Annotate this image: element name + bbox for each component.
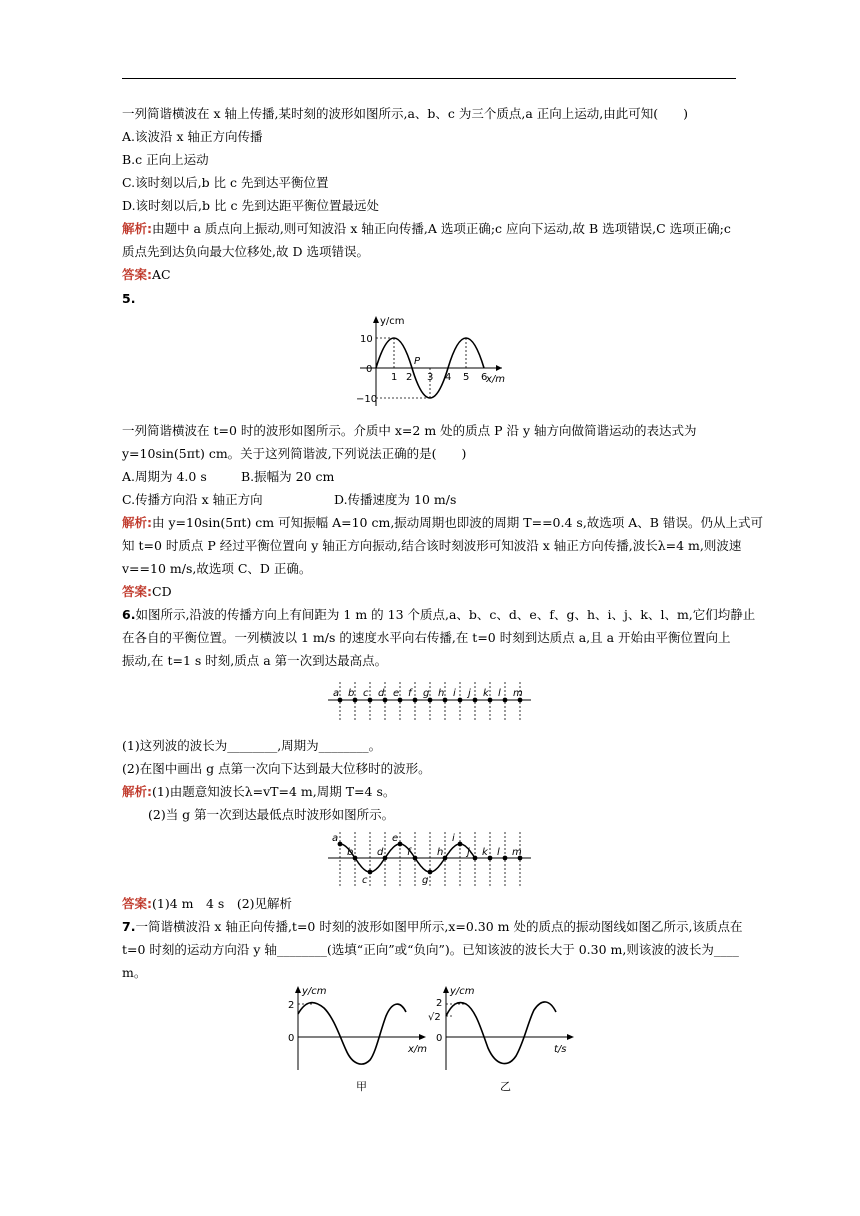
q5-xtick-3: 3 xyxy=(427,372,434,383)
q7-jia-y2: 2 xyxy=(288,1000,295,1011)
q6-answer-value: (1)4 m 4 s (2)见解析 xyxy=(152,896,293,911)
q7-yi-caption: 乙 xyxy=(500,1080,511,1092)
q4-option-a: A.该波沿 x 轴正方向传播 xyxy=(122,129,263,144)
q5-analysis-line-3: v==10 m/s,故选项 C、D 正确。 xyxy=(122,561,312,576)
q6-wave-label: b xyxy=(347,847,354,858)
answer-label: 答案: xyxy=(122,267,152,282)
q6-wave-label: k xyxy=(482,847,488,858)
q7-yi-y2: 2 xyxy=(436,998,443,1009)
q7-jia-xlabel: x/m xyxy=(408,1044,428,1055)
q6-wave-dot xyxy=(398,842,403,847)
q6-wave-label: c xyxy=(362,875,368,886)
q6-point-label: h xyxy=(438,688,445,699)
q6-wave-label: a xyxy=(332,833,339,844)
q5-wave-figure xyxy=(352,310,512,410)
q6-wave-group xyxy=(328,832,531,886)
q4-option-b: B.c 正向上运动 xyxy=(122,152,209,167)
q6-wave-label: m xyxy=(512,847,522,858)
q5-analysis-line-1 xyxy=(122,515,763,531)
q6-wave-dot xyxy=(428,870,433,875)
q7-fig-jia xyxy=(276,982,436,1092)
q5-analysis-line-2: 知 t=0 时质点 P 经过平衡位置向 y 轴正方向振动,结合该时刻波形可知波沿 x 轴正方向传播,波长λ=4 m,则波速 xyxy=(122,538,742,553)
q6-wave-label: i xyxy=(452,833,455,844)
q6-analysis-line-2: (2)当 g 第一次到达最低点时波形如图所示。 xyxy=(148,807,395,822)
q6-stem-text: 如图所示,沿波的传播方向上有间距为 1 m 的 13 个质点,a、b、c、d、e、f、g、h、i、j、k、l、m,它们均静止 xyxy=(135,607,756,622)
q6-point-label: e xyxy=(393,688,400,699)
q7-jia-caption: 甲 xyxy=(356,1080,367,1092)
q7-yi-y0: 0 xyxy=(436,1033,443,1044)
q6-point-dot xyxy=(458,698,463,703)
q6-wave-label: g xyxy=(422,875,429,886)
q6-sub2: (2)在图中画出 g 点第一次向下达到最大位移时的波形。 xyxy=(122,761,431,776)
q6-point-label: f xyxy=(408,688,412,699)
q7-yi-ylabel: y/cm xyxy=(450,986,475,997)
q5-ytick-0: 0 xyxy=(366,364,373,375)
analysis-label: 解析: xyxy=(122,515,152,530)
q6-wave-label: e xyxy=(392,833,399,844)
q4-answer-value: AC xyxy=(152,267,171,282)
q6-stem-line-1 xyxy=(122,607,755,623)
q6-point-label: k xyxy=(483,688,489,699)
q6-points-group xyxy=(328,682,531,720)
q5-option-a: A.周期为 4.0 s xyxy=(122,469,207,484)
q7-number: 7. xyxy=(122,919,136,934)
q4-answer xyxy=(122,267,171,283)
q6-points-figure xyxy=(326,680,536,730)
q6-answer xyxy=(122,896,292,912)
q4-analysis-line-2: 质点先到达负向最大位移处,故 D 选项错误。 xyxy=(122,244,369,259)
q5-ytick-10: 10 xyxy=(360,334,373,345)
q6-point-label: i xyxy=(453,688,456,699)
q6-wave-label: h xyxy=(437,847,444,858)
q7-stem-line-1 xyxy=(122,919,742,935)
analysis-label: 解析: xyxy=(122,221,152,236)
q5-xlabel: x/m xyxy=(486,374,506,385)
q6-wave-dot xyxy=(368,870,373,875)
q7-yi-ysq: √2 xyxy=(428,1012,441,1023)
q5-xtick-4: 4 xyxy=(445,372,452,383)
q5-stem-line-1: 一列简谐横波在 t=0 时的波形如图所示。介质中 x=2 m 处的质点 P 沿 y 轴方向做简谐运动的表达式为 xyxy=(122,423,697,438)
q5-answer xyxy=(122,584,172,600)
q5-number: 5. xyxy=(122,291,136,306)
q6-point-dot xyxy=(503,698,508,703)
q5-answer-value: CD xyxy=(152,584,172,599)
q5-xtick-2: 2 xyxy=(406,372,413,383)
q6-wave-dot xyxy=(503,856,508,861)
q6-wave-dot xyxy=(338,842,343,847)
q4-analysis-line-1 xyxy=(122,221,731,237)
q6-point-label: d xyxy=(378,688,385,699)
q6-point-label: b xyxy=(348,688,355,699)
q6-point-label: a xyxy=(333,688,340,699)
q5-ytick-minus10: −10 xyxy=(356,394,378,405)
q6-wave-label: d xyxy=(377,847,384,858)
q6-point-label: l xyxy=(498,688,501,699)
q7-yi-xlabel: t/s xyxy=(554,1044,567,1055)
q6-point-label: g xyxy=(423,688,430,699)
q6-analysis-line-1 xyxy=(122,784,395,800)
q6-wave-label: j xyxy=(467,847,470,858)
q5-option-d: D.传播速度为 10 m/s xyxy=(334,492,457,507)
q5-option-c: C.传播方向沿 x 轴正方向 xyxy=(122,492,263,507)
q7-fig-yi xyxy=(424,982,584,1092)
q5-ylabel: y/cm xyxy=(380,316,405,327)
answer-label: 答案: xyxy=(122,896,152,911)
q6-wave-dot xyxy=(473,856,478,861)
q7-jia-y0: 0 xyxy=(288,1033,295,1044)
q7-stem-line-2: t=0 时刻的运动方向沿 y 轴________(选填“正向”或“负向”)。已知该波的波长大于 0.30 m,则该波的波长为____ xyxy=(122,942,739,957)
q6-point-label: j xyxy=(468,688,471,699)
q6-wave-label: l xyxy=(497,847,500,858)
answer-label: 答案: xyxy=(122,584,152,599)
q4-option-d: D.该时刻以后,b 比 c 先到达距平衡位置最远处 xyxy=(122,198,379,213)
q5-point-p: P xyxy=(414,356,421,367)
q5-xtick-1: 1 xyxy=(391,372,398,383)
q5-xtick-5: 5 xyxy=(463,372,470,383)
q6-wave-dot xyxy=(413,856,418,861)
q7-stem-text: 一简谐横波沿 x 轴正向传播,t=0 时刻的波形如图甲所示,x=0.30 m 处的质点的振动图线如图乙所示,该质点在 xyxy=(135,919,743,934)
q4-option-c: C.该时刻以后,b 比 c 先到达平衡位置 xyxy=(122,175,329,190)
q4-stem: 一列简谐横波在 x 轴上传播,某时刻的波形如图所示,a、b、c 为三个质点,a 正向上运动,由此可知( ) xyxy=(122,106,688,121)
q6-point-dot xyxy=(473,698,478,703)
q6-point-label: m xyxy=(513,688,523,699)
q5-analysis-text: 由 y=10sin(5πt) cm 可知振幅 A=10 cm,振动周期也即波的周期 T==0.4 s,故选项 A、B 错误。仍从上式可 xyxy=(152,515,763,530)
q5-option-b: B.振幅为 20 cm xyxy=(241,469,335,484)
q5-stem-line-2: y=10sin(5πt) cm。关于这列简谐波,下列说法正确的是( ) xyxy=(122,446,467,461)
q6-wave-figure xyxy=(326,826,536,890)
q4-analysis-text: 由题中 a 质点向上振动,则可知波沿 x 轴正向传播,A 选项正确;c 应向下运动,故 B 选项错误,C 选项正确;c xyxy=(152,221,731,236)
q6-wave-label: f xyxy=(407,847,411,858)
q6-number: 6. xyxy=(122,607,136,622)
header-rule xyxy=(122,78,736,79)
q6-analysis-text: (1)由题意知波长λ=vT=4 m,周期 T=4 s。 xyxy=(152,784,396,799)
q6-stem-line-3: 振动,在 t=1 s 时刻,质点 a 第一次到达最高点。 xyxy=(122,653,388,668)
q6-stem-line-2: 在各自的平衡位置。一列横波以 1 m/s 的速度水平向右传播,在 t=0 时刻到达质点 a,且 a 开始由平衡位置向上 xyxy=(122,630,731,645)
q7-stem-line-3: m。 xyxy=(122,965,147,980)
analysis-label: 解析: xyxy=(122,784,152,799)
q5-xtick-6: 6 xyxy=(481,372,488,383)
q7-jia-ylabel: y/cm xyxy=(302,986,327,997)
q6-point-label: c xyxy=(363,688,369,699)
q6-wave-dot xyxy=(488,856,493,861)
q6-wave-dot xyxy=(458,842,463,847)
q6-sub1: (1)这列波的波长为________,周期为________。 xyxy=(122,738,382,753)
q6-point-dot xyxy=(413,698,418,703)
